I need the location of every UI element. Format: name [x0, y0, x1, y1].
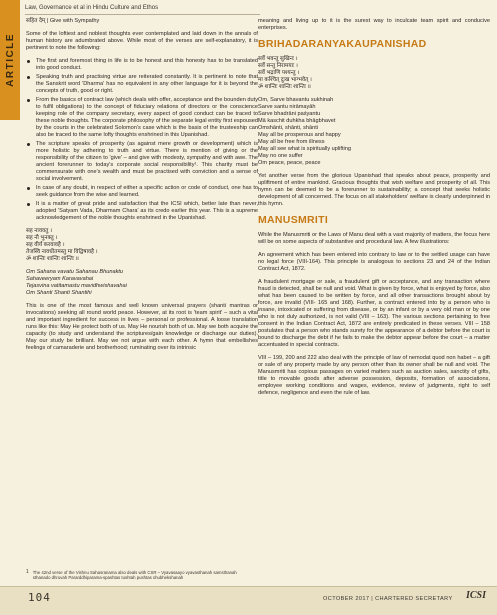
verse-line: सर्वे भवन्तु सुखिनः ।: [258, 56, 298, 62]
translit-line: Om, Sarve bhavantu sukhinah: [258, 97, 334, 103]
intro-paragraph: Some of the loftiest and noblest thoughts ever contemplated and laid down in the annals of human history are adumbrated above. While most of the verses are self-explanatory, it is pertinent to note the following:: [26, 31, 258, 51]
transliteration: [258, 97, 490, 167]
translit-line: Om Sahana vavatu Sahanau Bhunaktu: [26, 269, 124, 275]
section-tab-label: ARTICLE: [4, 33, 16, 87]
icsi-logo: ICSI: [466, 590, 487, 601]
sanskrit-verse: [26, 228, 258, 263]
translit-line: Tejasvina vatitamastu mavidhwishavahai: [26, 283, 127, 289]
hymn-paragraph: Yet another verse from the glorious Upanishad that speaks about peace, prosperity and upliftment of entire mankind. Gracious thoughts that wish welfare and prosperity of all. This hymn can be deemed to be a forerunner to sustainability; a concept that seeks holistic development of all concerned. The focus on all stakeholders' welfare is clearly underpinned in this hymn.: [258, 173, 490, 207]
verse-line: सर्वे सन्तु निरामयाः ।: [258, 63, 298, 69]
verse-line: सह नाववतु ।: [26, 228, 52, 234]
list-item: It is a matter of great pride and satisfaction that the ICSI which, better late than never, adopted 'Satyam Vada, Dharmam Chara' as its credo earlier this year. This is a supreme acknowledgement of the noble thoughts enshrined in the Upanishad.: [26, 201, 258, 222]
header-rule: [25, 14, 260, 15]
translit-line: Sarve bhadrāni paśyantu: [258, 111, 321, 117]
key-points-list: [26, 58, 258, 222]
verse-line: सर्वे भद्राणि पश्यन्तु ।: [258, 70, 300, 76]
verse-line: ॐ शान्तिः शान्तिः शान्तिः ॥: [26, 256, 79, 262]
intro-line: सहित देम् | Give with Sympathy: [26, 18, 100, 24]
footnote: [26, 570, 254, 580]
prayer-paragraph: This is one of the most famous and well known universal prayers (shanti mantras or invocations) seeking all round world peace. However, at its root is 'team spirit' – such a vital and important ingredient for success in lives – personal or professional. A loose translation runs like this: May He protect both of us. May He nourish both of us. May we both acquire the capacity (to study and understand the scriptures/gain knowledge or discharge our duties). May our study be brilliant. May we not argue with each other. A hymn that embellishes feelings of camaraderie and brotherhood; ruminating over its intrinsic: [26, 303, 258, 351]
verse-line: सह नौ भुनक्तु ।: [26, 235, 58, 241]
translit-line: Sarve santu nirāmayāh: [258, 104, 316, 110]
translation-line: May all see what is spiritually uplifting: [258, 146, 351, 152]
translation-line: May all be free from illness: [258, 139, 325, 145]
translit-line: Sahaveeryam Karavavahai: [26, 276, 94, 282]
fraud-paragraph: A fraudulent mortgage or sale, a fraudulent gift or acceptance, and any transaction where fraud is detected, shall be null and void. What is given by force, what is enjoyed by force, also what has been caused to be written by force, and all other transactions brought about by force, are invalid (VIII- 165 and 168). Further, a contract entered into by a person who is insane, intoxicated or suffering from disease, or by an infant or by a very old man or by one who is not duly authorized, is not valid (VIII – 163). The various sections pertaining to free consent in the Indian Contract Act, 1872 are entirely predicated in these verses. VIII – 158 postulates that a person who stands surety for the appearance of a debtor before the court is bound to discharge the debt if he fails to make the debtor appear before the court – a matter accentuated in special contracts.: [258, 279, 490, 348]
section-title-brihadaranyaka: BRIHADARANYAKAUPANISHAD: [258, 38, 427, 50]
issue-info: OCTOBER 2017 | CHARTERED SECRETARY: [323, 596, 453, 602]
section-tab: [0, 0, 20, 120]
list-item: The first and foremost thing in life is to be honest and this honesty has to be translated into good conduct.: [26, 58, 258, 72]
manusmriti-paragraph: While the Manusmriti or the Laws of Manu deal with a vast majority of matters, the focus here will be on some aspects of substantive and procedural law. A few illustrations:: [258, 232, 490, 245]
right-column: [258, 18, 490, 403]
left-column: [26, 18, 258, 358]
sanskrit-verse: [258, 56, 490, 91]
page-number: 104: [28, 591, 51, 604]
running-head: Law, Governance et al in Hindu Culture and Ethos: [25, 5, 159, 11]
translit-line: Mā kaschit duhkha bhāgbhavet: [258, 118, 336, 124]
translation-line: May no one suffer: [258, 153, 303, 159]
verse-line: मा कश्चित् दुःख भाग्भवेत् ।: [258, 77, 312, 83]
list-item: The scripture speaks of prosperity (as against mere growth or development) which is more holistic by adhering to truth and virtue. There is mention of giving or the responsibility of the citizen to 'give' – and give with modesty, sympathy and with awe. The ancient forerunner to today's corporate social responsibility¹. This charity must be commensurate with one's wealth and must be practised with conviction and a sense of social involvement.: [26, 141, 258, 183]
continued-paragraph: meaning and living up to it is the surest way to inculcate team spirit and conducive enterprises.: [258, 18, 490, 31]
list-item: Speaking truth and practising virtue are reiterated constantly. It is pertinent to note that the Sanskrit word 'Dharma' has no equivalent in any other language for it is beyond the concepts of truth, good or right.: [26, 74, 258, 95]
transliteration: [26, 269, 258, 297]
page-footer: [0, 586, 497, 615]
nemodat-paragraph: VIII – 199, 200 and 222 also deal with the principle of law of nemodat quod non habet – a gift or sale of any property made by any person other than its owner shall be null and void. The Manusmriti has copious passages on varied matters such as auction sales, sanctity of gifts, title to movable goods after adverse possession, deposits, formation of associations, employee working conditions and wages, evidence, review of judgments, right to self defence, negligence and even the rule of law.: [258, 355, 490, 396]
verse-line: तेजस्वि नावधीतमस्तु मा विद्विषावहै ।: [26, 249, 98, 255]
verse-line: सह वीर्यं करवावहै ।: [26, 242, 65, 248]
translit-line: Omshānti, shānti, shānti: [258, 125, 319, 131]
section-title-manusmriti: MANUSMRITI: [258, 214, 329, 226]
translit-line: Om Shanti Shanti Shantihi: [26, 290, 92, 296]
translation-line: Om peace, peace, peace: [258, 160, 321, 166]
list-item: In case of any doubt, in respect of either a specific action or code of conduct, one has to seek guidance from the wise and learned.: [26, 185, 258, 199]
contract-paragraph: An agreement which has been entered into contrary to law or to the settled usage can have no legal force (VIII-164). This principle is analogous to sections 23 and 24 of the Indian Contract Act, 1872.: [258, 252, 490, 272]
footnote-text: The 42nd verse of the Vishnu Sahasranama also deals with CSR – Vyavasaayo vyavasthanah samsthanah sthanado dhruvah Pararddhiparama-spashtas tushtah pushtas shubhekshanah: [32, 570, 237, 580]
list-item: From the basics of contract law (which deals with offer, acceptance and the bounden duty to fulfil obligations) to the concept of fiduciary relations of directors or the conscience keeping role of the company secretary, every aspect of good conduct can be traced to these noble thoughts. The corporate philosophy of the separate legal entity first espoused by the courts in the celebrated Solomon's case which is the basis of the trusteeship can also be traced to the same lofty thoughts enshrined in this Upanishad.: [26, 97, 258, 139]
footnote-number: 1: [26, 569, 29, 575]
verse-line: ॐ शान्तिः शान्तिः शान्तिः ॥: [258, 84, 311, 90]
translation-line: May all be prosperous and happy: [258, 132, 341, 138]
